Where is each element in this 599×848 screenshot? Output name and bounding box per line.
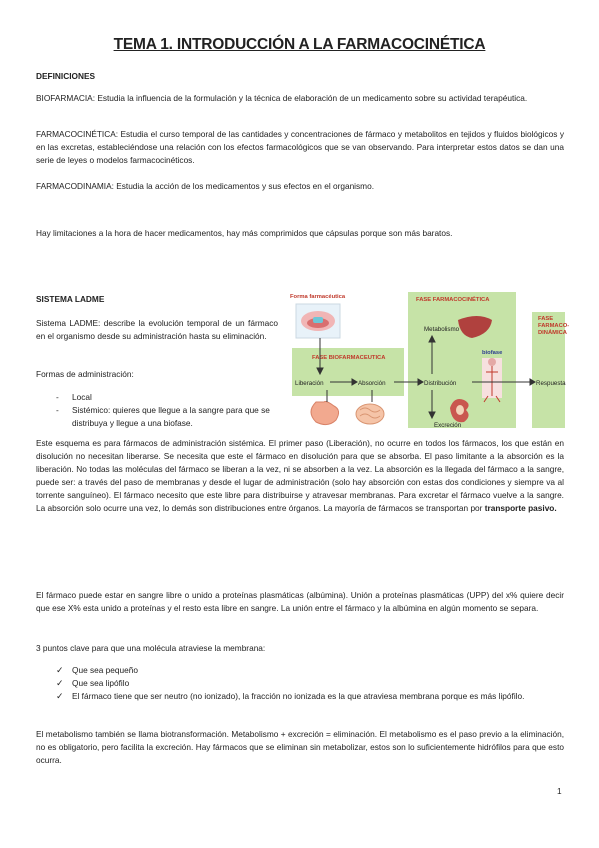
fase-fd-label-2: FARMACO- bbox=[538, 323, 570, 329]
page-number: 1 bbox=[557, 786, 562, 796]
fase-farmacocinetica-label: FASE FARMACOCINÉTICA bbox=[416, 297, 490, 303]
list-item: - Local bbox=[56, 392, 92, 402]
forma-farmaceutica-label: Forma farmacéutica bbox=[290, 294, 346, 300]
intestine-illustration bbox=[356, 404, 384, 424]
ladme-description: Sistema LADME: describe la evolución temporal de un fármaco en el organismo desde su administración hasta su eliminación. bbox=[36, 318, 278, 341]
absorcion-label: Absorción bbox=[358, 380, 386, 387]
limitaciones-paragraph: Hay limitaciones a la hora de hacer medicamentos, hay más comprimidos que cápsulas porque son más baratos. bbox=[36, 228, 453, 238]
formas-heading: Formas de administración: bbox=[36, 369, 134, 379]
formas-list bbox=[36, 391, 278, 430]
fase-biofarmaceutica-label: FASE BIOFARMACEUTICA bbox=[312, 355, 386, 361]
list-item: ✓ El fármaco tiene que ser neutro (no ionizado), la fracción no ionizada es la que atraviesa membrana porque es más lipófilo. bbox=[56, 691, 525, 701]
ladme-heading: SISTEMA LADME bbox=[36, 294, 105, 304]
farmacocinetica-definition: FARMACOCINÉTICA: Estudia el curso temporal de las cantidades y concentraciones de fármaco y metabolitos en tejidos y fluidos biológicos y en las excretas, estableciéndose una relación con los efectos farmacológicos que se van observando. Para interpretar estos datos se dan una serie de leyes o modelos farmacocinéticos. bbox=[36, 129, 564, 165]
mouth-illustration bbox=[296, 304, 340, 338]
farmacodinamia-definition: FARMACODINAMIA: Estudia la acción de los medicamentos y sus efectos en el organismo. bbox=[36, 181, 375, 191]
puntos-heading: 3 puntos clave para que una molécula atraviese la membrana: bbox=[36, 643, 266, 653]
metabolismo-paragraph: El metabolismo también se llama biotransformación. Metabolismo + excreción = eliminación. El metabolismo es el paso previo a la eliminación, no es obligatorio, pero facilita la excreción. Hay fármacos que se eliminan sin metabolizar, estos son lo suficientemente hidrófilos para que esto ocurra. bbox=[36, 729, 564, 765]
page-title: TEMA 1. INTRODUCCIÓN A LA FARMACOCINÉTICA bbox=[113, 36, 486, 53]
list-item: ✓ Que sea pequeño bbox=[56, 665, 138, 675]
body-illustration bbox=[482, 358, 502, 402]
esquema-paragraph-2: El fármaco puede estar en sangre libre o unido a proteínas plasmáticas (albúmina). Unión a proteínas plasmáticas (UPP) del x% quiere decir que ese X% esta unido a proteínas y el resto esta libre en sangre. La unión entre el fármaco y la albúmina en algún momento se separa. bbox=[36, 590, 564, 613]
fase-fd-label-1: FASE bbox=[538, 316, 554, 322]
excrecion-label: Excreción bbox=[434, 422, 462, 429]
biofase-label: biofase bbox=[482, 350, 503, 356]
fase-fd-label-3: DINÁMICA bbox=[538, 330, 567, 336]
stomach-illustration bbox=[311, 402, 339, 425]
list-item: ✓ Que sea lipófilo bbox=[56, 678, 130, 688]
definiciones-heading: DEFINICIONES bbox=[36, 71, 96, 81]
biofarmacia-definition: BIOFARMACIA: Estudia la influencia de la formulación y la técnica de elaboración de un medicamento sobre su actividad terapéutica. bbox=[36, 93, 528, 103]
metabolismo-label: Metabolismo bbox=[424, 326, 460, 333]
distribucion-label: Distribución bbox=[424, 380, 457, 387]
esquema-paragraph-1: Este esquema es para fármacos de administración sistémica. El primer paso (Liberación), no ocurre en todos los fármacos, los que están en disolución no necesitan liberarse. Se necesita que este el fármaco en disolución para que se absorba. El paso limitante a la absorción es la liberación. No todas las moléculas del fármaco se liberan a la vez, ni se absorben a la vez. La absorción es la llegada del fármaco a la sangre, puede ser: a través del paso de membranas y desde el lugar de administración (solo hay absorción con estas dos condiciones y siempre va al torrente sanguíneo). El fármaco necesito que este libre para distribuirse y atravesar membranas. Para excretar el fármaco vuelve a la sangre. La absorción solo ocurre una vez, lo demás son distribuciones entre órganos. La mayoría de fármacos se transportan por transporte pasivo. bbox=[36, 438, 564, 513]
respuesta-label: Respuesta bbox=[536, 380, 566, 387]
ladme-diagram bbox=[282, 290, 570, 430]
list-item: - Sistémico: quieres que llegue a la sangre para que se distribuya y llegue a una biofase. bbox=[56, 405, 270, 428]
puntos-list bbox=[36, 664, 564, 703]
liberacion-label: Liberación bbox=[295, 380, 324, 387]
